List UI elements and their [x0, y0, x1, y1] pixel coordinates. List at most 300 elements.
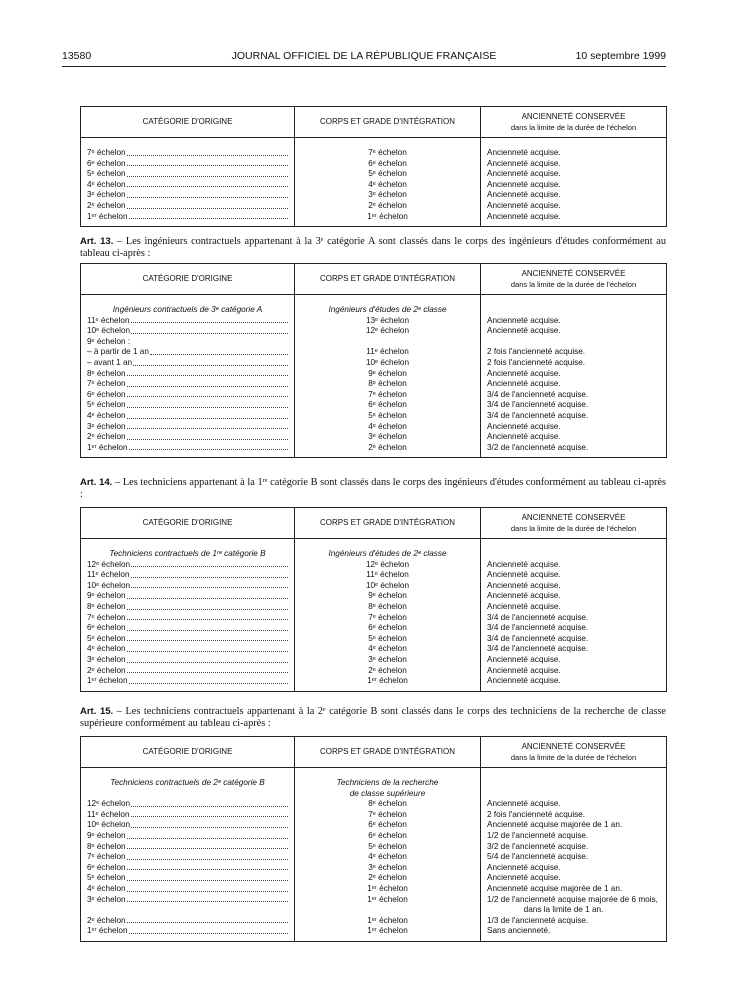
seniority-text: Ancienneté acquise. [487, 559, 561, 569]
origin-cell [81, 570, 295, 581]
origin-cell [81, 390, 295, 401]
group-integration: Ingénieurs d'études de 2ᵉ classe [295, 539, 481, 560]
origin-cell [81, 581, 295, 592]
leader-dots [127, 190, 288, 198]
article-paragraph [80, 236, 666, 259]
seniority-cell [481, 337, 667, 348]
seniority-cell [481, 347, 667, 358]
seniority-cell [481, 873, 667, 884]
origin-cell [81, 560, 295, 571]
seniority-subtitle: dans la limite de la durée de l'échelon [510, 279, 637, 289]
integration-cell: 8ᵉ échelon [295, 379, 481, 390]
seniority-subtitle: dans la limite de la durée de l'échelon [510, 752, 637, 762]
table-row [81, 602, 667, 613]
origin-text: 4ᵉ échelon [87, 644, 126, 654]
integration-cell: 1ᵉʳ échelon [295, 676, 481, 691]
origin-text: 2ᵉ échelon [87, 665, 126, 675]
table-row [81, 138, 667, 159]
seniority-cell [481, 326, 667, 337]
group-origin: Ingénieurs contractuels de 3ᵉ catégorie A [81, 295, 295, 316]
table-row [81, 831, 667, 842]
origin-cell [81, 634, 295, 645]
origin-cell [81, 873, 295, 884]
origin-cell [81, 623, 295, 634]
origin-cell [81, 358, 295, 369]
leader-dots [127, 169, 288, 177]
integration-cell: 7ᵉ échelon [295, 138, 481, 159]
article-text: – Les techniciens appartenant à la 1ʳᵉ catégorie B sont classés dans le corps des ingénieurs d'études conformément au tableau ci-après : [80, 477, 667, 500]
seniority-text: Ancienneté acquise. [487, 654, 561, 664]
table-group-row [81, 539, 667, 560]
seniority-cell [481, 926, 667, 941]
seniority-cell [481, 570, 667, 581]
seniority-cell [481, 831, 667, 842]
leader-dots [127, 634, 288, 642]
table-row [81, 666, 667, 677]
integration-cell: 2ᵉ échelon [295, 201, 481, 212]
seniority-title: ANCIENNETÉ CONSERVÉE [521, 269, 626, 279]
origin-cell [81, 916, 295, 927]
group-origin: Techniciens contractuels de 2ᵉ catégorie B [81, 768, 295, 800]
origin-cell [81, 212, 295, 227]
leader-dots [131, 560, 288, 568]
seniority-cell [481, 159, 667, 170]
origin-text: 5ᵉ échelon [87, 633, 126, 643]
seniority-text: 3/2 de l'ancienneté acquise. [487, 841, 589, 851]
seniority-text: 5/4 de l'ancienneté acquise. [487, 852, 589, 862]
origin-text: 7ᵉ échelon [87, 148, 126, 157]
leader-dots [131, 810, 289, 818]
publication-date: 10 septembre 1999 [575, 50, 666, 62]
table-row [81, 799, 667, 810]
integration-cell: 13ᵉ échelon [295, 316, 481, 327]
origin-text: 5ᵉ échelon [87, 400, 126, 410]
leader-dots [127, 422, 288, 430]
origin-text: 4ᵉ échelon [87, 410, 126, 420]
table-row [81, 591, 667, 602]
origin-text: 9ᵉ échelon [87, 591, 126, 601]
table-row [81, 400, 667, 411]
origin-cell [81, 676, 295, 691]
integration-cell: 7ᵉ échelon [295, 390, 481, 401]
seniority-cell [481, 884, 667, 895]
leader-dots [127, 180, 288, 188]
table-row [81, 884, 667, 895]
origin-cell [81, 180, 295, 191]
seniority-cell [481, 810, 667, 821]
table-row [81, 560, 667, 571]
integration-cell: 5ᵉ échelon [295, 634, 481, 645]
table-row [81, 443, 667, 458]
table-group-row [81, 295, 667, 316]
origin-text: 1ᵉʳ échelon [87, 926, 128, 936]
seniority-text: 3/4 de l'ancienneté acquise. [487, 644, 589, 654]
seniority-text: Ancienneté acquise. [487, 421, 561, 431]
leader-dots [127, 666, 288, 674]
seniority-text: Ancienneté acquise. [487, 432, 561, 442]
seniority-text: Ancienneté acquise. [487, 799, 561, 809]
column-header-origin: CATÉGORIE D'ORIGINE [81, 107, 295, 138]
integration-cell: 11ᵉ échelon [295, 570, 481, 581]
classification-table [80, 507, 667, 692]
group-integration: Ingénieurs d'études de 2ᵉ classe [295, 295, 481, 316]
integration-cell: 1ᵉʳ échelon [295, 895, 481, 916]
seniority-text: Ancienneté acquise. [487, 591, 561, 601]
seniority-text: 1/3 de l'ancienneté acquise. [487, 915, 589, 925]
column-header-seniority [481, 508, 667, 539]
seniority-text: Ancienneté acquise. [487, 676, 561, 686]
table-row [81, 810, 667, 821]
origin-text: 7ᵉ échelon [87, 379, 126, 389]
table-row [81, 422, 667, 433]
seniority-cell [481, 169, 667, 180]
leader-dots [127, 411, 288, 419]
seniority-cell [481, 591, 667, 602]
table-group-row [81, 768, 667, 800]
leader-dots [131, 581, 288, 589]
group-origin: Techniciens contractuels de 1ʳᵉ catégorie B [81, 539, 295, 560]
leader-dots [127, 432, 288, 440]
integration-cell [295, 337, 481, 348]
origin-text: 7ᵉ échelon [87, 852, 126, 862]
integration-cell: 4ᵉ échelon [295, 852, 481, 863]
seniority-cell [481, 852, 667, 863]
leader-dots [127, 159, 288, 167]
origin-cell [81, 831, 295, 842]
origin-text: 8ᵉ échelon [87, 841, 126, 851]
seniority-cell [481, 895, 667, 916]
leader-dots [131, 570, 289, 578]
integration-cell: 2ᵉ échelon [295, 873, 481, 884]
article-label: Art. 13. [80, 236, 114, 247]
group-integration: Techniciens de la recherche de classe supérieure [295, 768, 481, 800]
origin-text: 5ᵉ échelon [87, 873, 126, 883]
seniority-cell [481, 422, 667, 433]
leader-dots [127, 369, 288, 377]
table-row [81, 180, 667, 191]
origin-text: – avant 1 an [87, 357, 133, 367]
integration-cell: 5ᵉ échelon [295, 842, 481, 853]
origin-cell [81, 820, 295, 831]
seniority-text: Ancienneté acquise. [487, 368, 561, 378]
table-row [81, 326, 667, 337]
seniority-cell [481, 358, 667, 369]
origin-text: 4ᵉ échelon [87, 179, 126, 189]
article-label: Art. 14. [80, 477, 113, 488]
table-row [81, 634, 667, 645]
seniority-text: Ancienneté acquise. [487, 211, 561, 221]
column-header-seniority [481, 737, 667, 768]
seniority-cell [481, 623, 667, 634]
seniority-text: 3/4 de l'ancienneté acquise. [487, 400, 589, 410]
column-header-integration: CORPS ET GRADE D'INTÉGRATION [295, 264, 481, 295]
integration-cell: 8ᵉ échelon [295, 799, 481, 810]
origin-cell [81, 422, 295, 433]
leader-dots [131, 316, 289, 324]
origin-text: – à partir de 1 an [87, 347, 149, 357]
leader-dots [131, 326, 288, 334]
seniority-cell [481, 842, 667, 853]
origin-cell [81, 159, 295, 170]
article-paragraph [80, 477, 666, 500]
seniority-cell [481, 644, 667, 655]
integration-cell: 4ᵉ échelon [295, 422, 481, 433]
column-header-integration: CORPS ET GRADE D'INTÉGRATION [295, 737, 481, 768]
table-row [81, 676, 667, 691]
seniority-cell [481, 676, 667, 691]
seniority-cell [481, 432, 667, 443]
seniority-text: 3/4 de l'ancienneté acquise. [487, 410, 589, 420]
integration-cell: 8ᵉ échelon [295, 602, 481, 613]
origin-text: 6ᵉ échelon [87, 862, 126, 872]
group-seniority [481, 295, 667, 316]
origin-text: 11ᵉ échelon [87, 315, 130, 325]
origin-text: 1ᵉʳ échelon [87, 211, 128, 221]
seniority-cell [481, 820, 667, 831]
origin-text: 8ᵉ échelon [87, 368, 126, 378]
seniority-text: 1/2 de l'ancienneté acquise. [487, 830, 589, 840]
origin-text: 2ᵉ échelon [87, 915, 126, 925]
integration-cell: 6ᵉ échelon [295, 400, 481, 411]
integration-cell: 3ᵉ échelon [295, 655, 481, 666]
seniority-cell [481, 863, 667, 874]
classification-table [80, 736, 667, 942]
origin-cell [81, 895, 295, 916]
seniority-text: Ancienneté acquise. [487, 148, 561, 157]
leader-dots [129, 676, 288, 684]
origin-text: 3ᵉ échelon [87, 190, 126, 200]
column-header-seniority [481, 264, 667, 295]
leader-dots [131, 820, 288, 828]
origin-text: 11ᵉ échelon [87, 809, 130, 819]
leader-dots [129, 443, 288, 451]
seniority-text: 2 fois l'ancienneté acquise. [487, 347, 586, 357]
table-row [81, 916, 667, 927]
integration-cell: 9ᵉ échelon [295, 369, 481, 380]
table-row [81, 842, 667, 853]
table-row [81, 852, 667, 863]
leader-dots [127, 863, 288, 871]
seniority-cell [481, 916, 667, 927]
integration-cell: 1ᵉʳ échelon [295, 916, 481, 927]
leader-dots [127, 873, 288, 881]
integration-cell: 10ᵉ échelon [295, 358, 481, 369]
origin-cell [81, 326, 295, 337]
origin-cell [81, 190, 295, 201]
integration-cell: 1ᵉʳ échelon [295, 212, 481, 227]
origin-text: 3ᵉ échelon [87, 421, 126, 431]
leader-dots [127, 895, 288, 903]
origin-cell [81, 810, 295, 821]
leader-dots [127, 379, 288, 387]
origin-text: 3ᵉ échelon [87, 654, 126, 664]
seniority-text: Ancienneté acquise. [487, 315, 561, 325]
leader-dots [127, 655, 288, 663]
integration-cell: 12ᵉ échelon [295, 560, 481, 571]
integration-cell: 5ᵉ échelon [295, 169, 481, 180]
origin-cell [81, 884, 295, 895]
origin-cell [81, 411, 295, 422]
seniority-text: 3/4 de l'ancienneté acquise. [487, 612, 589, 622]
integration-cell: 4ᵉ échelon [295, 180, 481, 191]
integration-cell: 11ᵉ échelon [295, 347, 481, 358]
origin-text: 8ᵉ échelon [87, 601, 126, 611]
origin-text: 5ᵉ échelon [87, 169, 126, 179]
origin-cell [81, 863, 295, 874]
seniority-cell [481, 411, 667, 422]
seniority-cell [481, 581, 667, 592]
integration-cell: 7ᵉ échelon [295, 810, 481, 821]
origin-cell [81, 644, 295, 655]
article-label: Art. 15. [80, 706, 114, 717]
table-row [81, 820, 667, 831]
leader-dots [127, 884, 288, 892]
origin-cell [81, 337, 295, 348]
origin-text: 10ᵉ échelon [87, 820, 131, 830]
leader-dots [127, 602, 288, 610]
origin-cell [81, 369, 295, 380]
group-seniority [481, 768, 667, 800]
table-row [81, 432, 667, 443]
seniority-cell [481, 634, 667, 645]
seniority-cell [481, 201, 667, 212]
table-row [81, 644, 667, 655]
leader-dots [127, 400, 288, 408]
group-seniority [481, 539, 667, 560]
seniority-text: Ancienneté acquise. [487, 873, 561, 883]
classification-table [80, 106, 667, 227]
seniority-cell [481, 560, 667, 571]
integration-cell: 3ᵉ échelon [295, 432, 481, 443]
origin-text: 2ᵉ échelon [87, 432, 126, 442]
table-row [81, 369, 667, 380]
table-row [81, 379, 667, 390]
table-row [81, 581, 667, 592]
leader-dots [127, 390, 288, 398]
seniority-cell [481, 379, 667, 390]
table-row [81, 316, 667, 327]
page-header [62, 50, 666, 67]
seniority-cell [481, 655, 667, 666]
table-row [81, 190, 667, 201]
table-row [81, 863, 667, 874]
seniority-text: Ancienneté acquise. [487, 158, 561, 168]
table-row [81, 212, 667, 227]
integration-cell: 5ᵉ échelon [295, 411, 481, 422]
leader-dots [133, 358, 288, 366]
origin-text: 10ᵉ échelon [87, 326, 131, 336]
leader-dots [127, 916, 288, 924]
origin-text: 6ᵉ échelon [87, 623, 126, 633]
seniority-text: Ancienneté acquise. [487, 169, 561, 179]
column-header-origin: CATÉGORIE D'ORIGINE [81, 737, 295, 768]
leader-dots [127, 623, 288, 631]
seniority-subtitle: dans la limite de la durée de l'échelon [510, 523, 637, 533]
table-row [81, 570, 667, 581]
origin-cell [81, 400, 295, 411]
leader-dots [150, 347, 288, 355]
seniority-text: 3/4 de l'ancienneté acquise. [487, 623, 589, 633]
classification-table [80, 263, 667, 458]
leader-dots [127, 842, 288, 850]
origin-text: 6ᵉ échelon [87, 389, 126, 399]
origin-cell [81, 666, 295, 677]
table-row [81, 358, 667, 369]
integration-cell: 6ᵉ échelon [295, 820, 481, 831]
seniority-text: 2 fois l'ancienneté acquise. [487, 809, 586, 819]
seniority-subtitle: dans la limite de la durée de l'échelon [510, 122, 637, 132]
column-header-origin: CATÉGORIE D'ORIGINE [81, 264, 295, 295]
article-text: – Les techniciens contractuels appartenant à la 2ᵉ catégorie B sont classés dans le corps des techniciens de la recherche de classe supérieure conformément au tableau ci-après : [80, 706, 666, 729]
origin-text: 12ᵉ échelon [87, 799, 131, 809]
integration-cell: 10ᵉ échelon [295, 581, 481, 592]
leader-dots [127, 852, 288, 860]
seniority-cell [481, 602, 667, 613]
leader-dots [127, 591, 288, 599]
table-row [81, 347, 667, 358]
origin-text: 10ᵉ échelon [87, 580, 131, 590]
origin-cell [81, 432, 295, 443]
seniority-title: ANCIENNETÉ CONSERVÉE [521, 513, 626, 523]
origin-cell [81, 347, 295, 358]
integration-cell: 6ᵉ échelon [295, 623, 481, 634]
column-header-origin: CATÉGORIE D'ORIGINE [81, 508, 295, 539]
page-number: 13580 [62, 50, 92, 62]
seniority-text: Ancienneté acquise. [487, 326, 561, 336]
column-header-integration: CORPS ET GRADE D'INTÉGRATION [295, 107, 481, 138]
origin-text: 2ᵉ échelon [87, 200, 126, 210]
integration-cell: 2ᵉ échelon [295, 666, 481, 677]
origin-text: 9ᵉ échelon : [87, 336, 131, 346]
seniority-text-continued: dans la limite de 1 an. [523, 905, 604, 915]
origin-cell [81, 316, 295, 327]
seniority-cell [481, 390, 667, 401]
seniority-title: ANCIENNETÉ CONSERVÉE [521, 742, 626, 752]
origin-cell [81, 852, 295, 863]
origin-text: 3ᵉ échelon [87, 894, 126, 904]
seniority-cell [481, 666, 667, 677]
table-row [81, 159, 667, 170]
origin-cell [81, 591, 295, 602]
seniority-text: Ancienneté acquise. [487, 179, 561, 189]
table-row [81, 655, 667, 666]
seniority-cell [481, 799, 667, 810]
seniority-text: 2 fois l'ancienneté acquise. [487, 357, 586, 367]
seniority-cell [481, 443, 667, 458]
origin-text: 6ᵉ échelon [87, 158, 126, 168]
seniority-cell [481, 212, 667, 227]
integration-cell: 6ᵉ échelon [295, 831, 481, 842]
integration-cell: 2ᵉ échelon [295, 443, 481, 458]
seniority-cell [481, 180, 667, 191]
leader-dots [127, 644, 288, 652]
seniority-text: Sans ancienneté. [487, 926, 551, 936]
column-header-seniority [481, 107, 667, 138]
origin-text: 1ᵉʳ échelon [87, 442, 128, 452]
table-row [81, 873, 667, 884]
origin-text: 9ᵉ échelon [87, 830, 126, 840]
seniority-cell [481, 613, 667, 624]
article-paragraph [80, 706, 666, 729]
seniority-text: Ancienneté acquise. [487, 580, 561, 590]
seniority-text: Ancienneté acquise. [487, 190, 561, 200]
seniority-text: Ancienneté acquise. [487, 601, 561, 611]
origin-cell [81, 443, 295, 458]
seniority-title: ANCIENNETÉ CONSERVÉE [521, 112, 626, 122]
leader-dots [129, 212, 288, 220]
origin-cell [81, 201, 295, 212]
seniority-text: Ancienneté acquise. [487, 570, 561, 580]
